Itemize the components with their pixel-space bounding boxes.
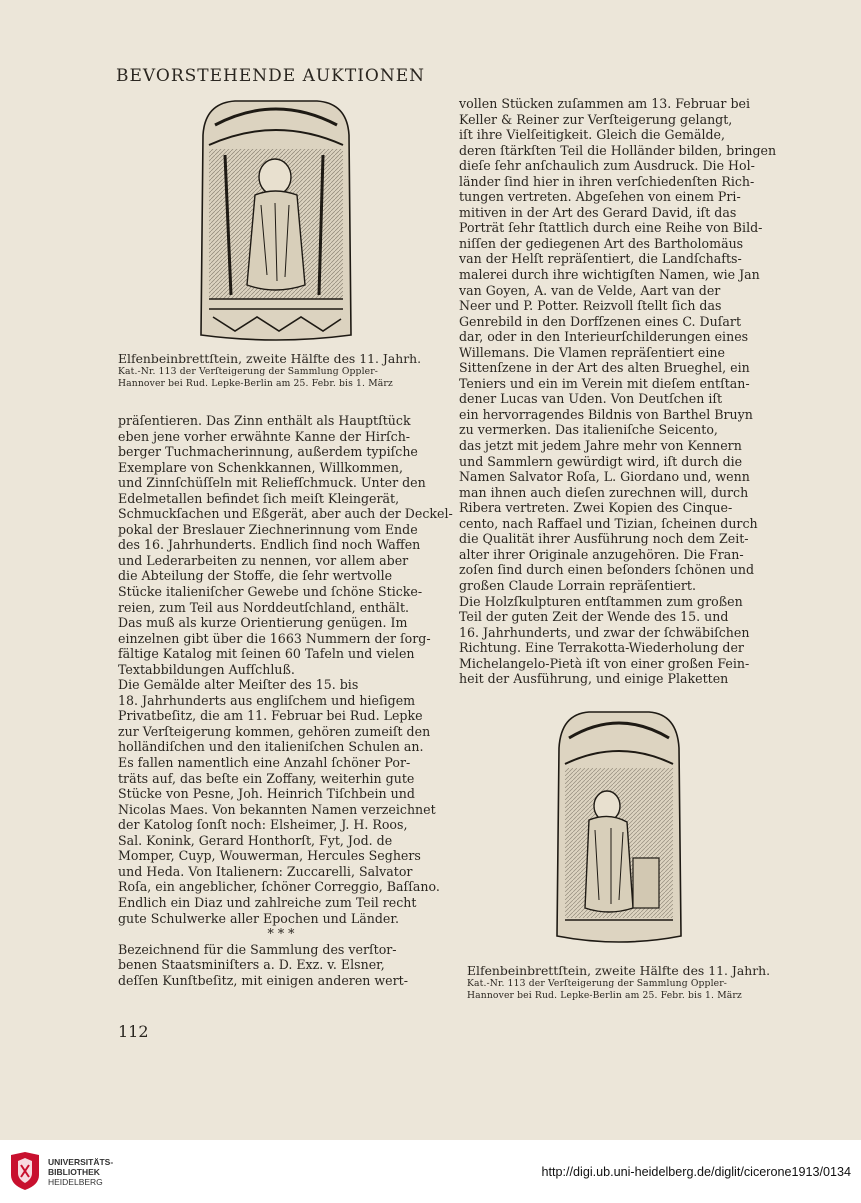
text-line: van Goyen, A. van de Velde, Aart van der: [459, 282, 721, 298]
text-line: und Zinnſchüſſeln mit Reliefſchmuck. Unter den: [118, 475, 426, 491]
text-line: des 16. Jahrhunderts. Endlich ſind noch Waffen: [118, 537, 421, 553]
text-line: malerei durch ihre wichtigſten Namen, wie Jan: [459, 267, 760, 283]
text-line: Willemans. Die Vlamen repräſentiert eine: [459, 344, 725, 360]
text-line: dener Lucas van Uden. Von Deutſchen iſt: [459, 391, 723, 407]
text-line: berger Tuchmacherinnung, außerdem typiſche: [118, 444, 418, 460]
text-line: träts auf, das beſte ein Zoffany, weiterhin gute: [118, 770, 415, 786]
text-line: und Sammlern gewürdigt wird, iſt durch die: [459, 453, 743, 469]
text-line: Neer und P. Potter. Reizvoll ſtellt ſich das: [459, 298, 722, 314]
figure-2-caption: [467, 963, 770, 1002]
text-line: Sittenſzene in der Art des alten Brueghel, ein: [459, 360, 750, 376]
caption-auction-line: Hannover bei Rud. Lepke-Berlin am 25. Febr. bis 1. März: [118, 378, 393, 389]
right-text-column: [459, 96, 779, 687]
text-line: Teniers und ein im Verein mit dieſem entſtan-: [459, 375, 750, 391]
text-line: 16. Jahrhunderts, und zwar der ſchwäbiſchen: [459, 624, 750, 640]
text-line: Ribera vertreten. Zwei Kopien des Cinque-: [459, 500, 733, 516]
logo-line-2: BIBLIOTHEK: [48, 1167, 100, 1177]
text-line: Das muß als kurze Orientierung genügen. Im: [118, 615, 408, 631]
text-line: und Heda. Von Italienern: Zuccarelli, Salvator: [118, 863, 413, 879]
ivory-game-piece-figure-1: [195, 95, 357, 345]
university-library-logo-icon[interactable]: [9, 1151, 41, 1191]
text-line: Roſa, ein angeblicher, ſchöner Correggio, Baſſano.: [118, 879, 440, 895]
text-line: gute Schulwerke aller Epochen und Länder.: [118, 910, 399, 926]
text-line: Keller & Reiner zur Verſteigerung gelangt,: [459, 111, 733, 127]
text-line: man ihnen auch dieſen zurechnen will, durch: [459, 484, 749, 500]
text-line: Teil der guten Zeit der Wende des 15. und: [459, 609, 729, 625]
text-line: alter ihrer Originale anzugehören. Die Fran-: [459, 546, 744, 562]
text-line: cento, nach Raffael und Tizian, ſcheinen durch: [459, 515, 758, 531]
caption-title: Elfenbeinbrettſtein, zweite Hälfte des 11. Jahrh.: [467, 963, 771, 978]
text-line: Stücke von Pesne, Joh. Heinrich Tiſchbein und: [118, 786, 415, 802]
text-line: holländiſchen und den italieniſchen Schulen an.: [118, 739, 424, 755]
text-line: zu vermerken. Das italieniſche Seicento,: [459, 422, 718, 438]
ivory-game-piece-figure-2: [553, 708, 685, 948]
left-text-column: [118, 413, 453, 988]
text-line: Namen Salvator Roſa, L. Giordano und, wenn: [459, 469, 750, 485]
figure-1-caption: [118, 351, 421, 390]
text-line: das jetzt mit jedem Jahre mehr von Kennern: [459, 438, 742, 454]
text-line: die Abteilung der Stoffe, die ſehr wertvolle: [118, 568, 393, 584]
text-line: die Qualität ihrer Ausführung noch dem Zeit-: [459, 531, 749, 547]
text-line: tungen vertreten. Abgeſehen von einem Pri-: [459, 189, 741, 205]
text-line: großen Claude Lorrain repräſentiert.: [459, 577, 696, 593]
text-line: Bezeichnend für die Sammlung des verſtor-: [118, 941, 397, 957]
text-line: pokal der Breslauer Ziechnerinnung vom Ende: [118, 521, 418, 537]
text-line: Nicolas Maes. Von bekannten Namen verzeichnet: [118, 801, 436, 817]
text-line: Schmuckſachen und Eßgerät, aber auch der Deckel-: [118, 506, 453, 522]
text-line: Es fallen namentlich eine Anzahl ſchöner Por-: [118, 755, 411, 771]
text-line: Die Holzſkulpturen entſtammen zum großen: [459, 593, 743, 609]
text-line: Stücke italieniſcher Gewebe und ſchöne Sticke-: [118, 584, 423, 600]
text-line: mitiven in der Art des Gerard David, iſt das: [459, 204, 737, 220]
running-header: BEVORSTEHENDE AUKTIONEN: [116, 66, 426, 86]
caption-catalog-line: Kat.-Nr. 113 der Verſteigerung der Sammlung Oppler-: [118, 366, 379, 377]
text-line: Die Gemälde alter Meiſter des 15. bis: [118, 677, 359, 693]
text-line: deren ſtärkſten Teil die Holländer bilden, bringen: [459, 142, 777, 158]
text-line: präſentieren. Das Zinn enthält als Hauptſtück: [118, 413, 411, 428]
logo-line-1: UNIVERSITÄTS-: [48, 1157, 114, 1167]
text-line: Endlich ein Diaz und zahlreiche zum Teil recht: [118, 894, 417, 910]
text-line: niſſen der gediegenen Art des Bartholomäus: [459, 235, 744, 251]
text-line: Sal. Konink, Gerard Honthorſt, Fyt, Jod. de: [118, 832, 393, 848]
text-line: eben jene vorher erwähnte Kanne der Hirſch-: [118, 428, 411, 444]
viewer-footer: [0, 1140, 861, 1203]
text-line: der Katolog ſonſt noch: Elsheimer, J. H. Roos,: [118, 817, 408, 833]
text-line: fältige Katalog mit ſeinen 60 Tafeln und vielen: [118, 646, 415, 662]
library-name[interactable]: [48, 1157, 113, 1187]
page-number: 112: [118, 1022, 149, 1041]
text-line: und Lederarbeiten zu nennen, vor allem aber: [118, 552, 409, 568]
text-line: dar, oder in den Interieurſchilderungen eines: [459, 329, 749, 345]
text-line: benen Staatsminiſters a. D. Exz. v. Elsner,: [118, 957, 385, 973]
text-line: * * *: [267, 926, 295, 942]
text-line: dieſe ſehr anſchaulich zum Ausdruck. Die Hol-: [459, 158, 755, 174]
text-line: Privatbeſitz, die am 11. Februar bei Rud. Lepke: [118, 708, 423, 724]
text-line: 18. Jahrhunderts aus engliſchem und hieſigem: [118, 692, 416, 708]
text-line: Edelmetallen befindet ſich meiſt Kleingerät,: [118, 490, 400, 506]
permalink-url[interactable]: http://digi.ub.uni-heidelberg.de/diglit/cicerone1913/0134: [541, 1165, 851, 1179]
text-line: deſſen Kunſtbeſitz, mit einigen anderen wert-: [118, 972, 408, 988]
text-line: einzelnen gibt über die 1663 Nummern der ſorg-: [118, 630, 431, 646]
text-line: zur Verſteigerung kommen, gehören zumeiſt den: [118, 723, 431, 739]
text-line: länder ſind hier in ihren verſchiedenſten Rich-: [459, 173, 755, 189]
text-line: ein hervorragendes Bildnis von Barthel Bruyn: [459, 406, 753, 422]
text-line: Richtung. Eine Terrakotta-Wiederholung der: [459, 640, 744, 656]
text-line: Exemplare von Schenkkannen, Willkommen,: [118, 459, 403, 475]
text-line: heit der Ausführung, und einige Plaketten: [459, 671, 729, 687]
caption-auction-line: Hannover bei Rud. Lepke-Berlin am 25. Febr. bis 1. März: [467, 990, 742, 1001]
text-line: zoſen ſind durch einen beſonders ſchönen und: [459, 562, 755, 578]
caption-catalog-line: Kat.-Nr. 113 der Verſteigerung der Sammlung Oppler-: [467, 978, 728, 989]
text-line: Momper, Cuyp, Wouwerman, Hercules Seghers: [118, 848, 421, 864]
text-line: Genrebild in den Dorfſzenen eines C. Duſart: [459, 313, 742, 329]
text-line: iſt ihre Vielſeitigkeit. Gleich die Gemälde,: [459, 127, 726, 143]
text-line: van der Helſt repräſentiert, die Landſchafts-: [459, 251, 742, 267]
text-line: reien, zum Teil aus Norddeutſchland, enthält.: [118, 599, 410, 615]
text-line: Textabbildungen Aufſchluß.: [118, 661, 295, 677]
text-line: vollen Stücken zuſammen am 13. Februar bei: [459, 96, 750, 111]
text-line: Michelangelo-Pietà iſt von einer großen Fein-: [459, 655, 750, 671]
text-line: Porträt ſehr ſtattlich durch eine Reihe von Bild-: [459, 220, 763, 236]
logo-line-3: HEIDELBERG: [48, 1177, 103, 1187]
caption-title: Elfenbeinbrettſtein, zweite Hälfte des 11. Jahrh.: [118, 351, 422, 366]
